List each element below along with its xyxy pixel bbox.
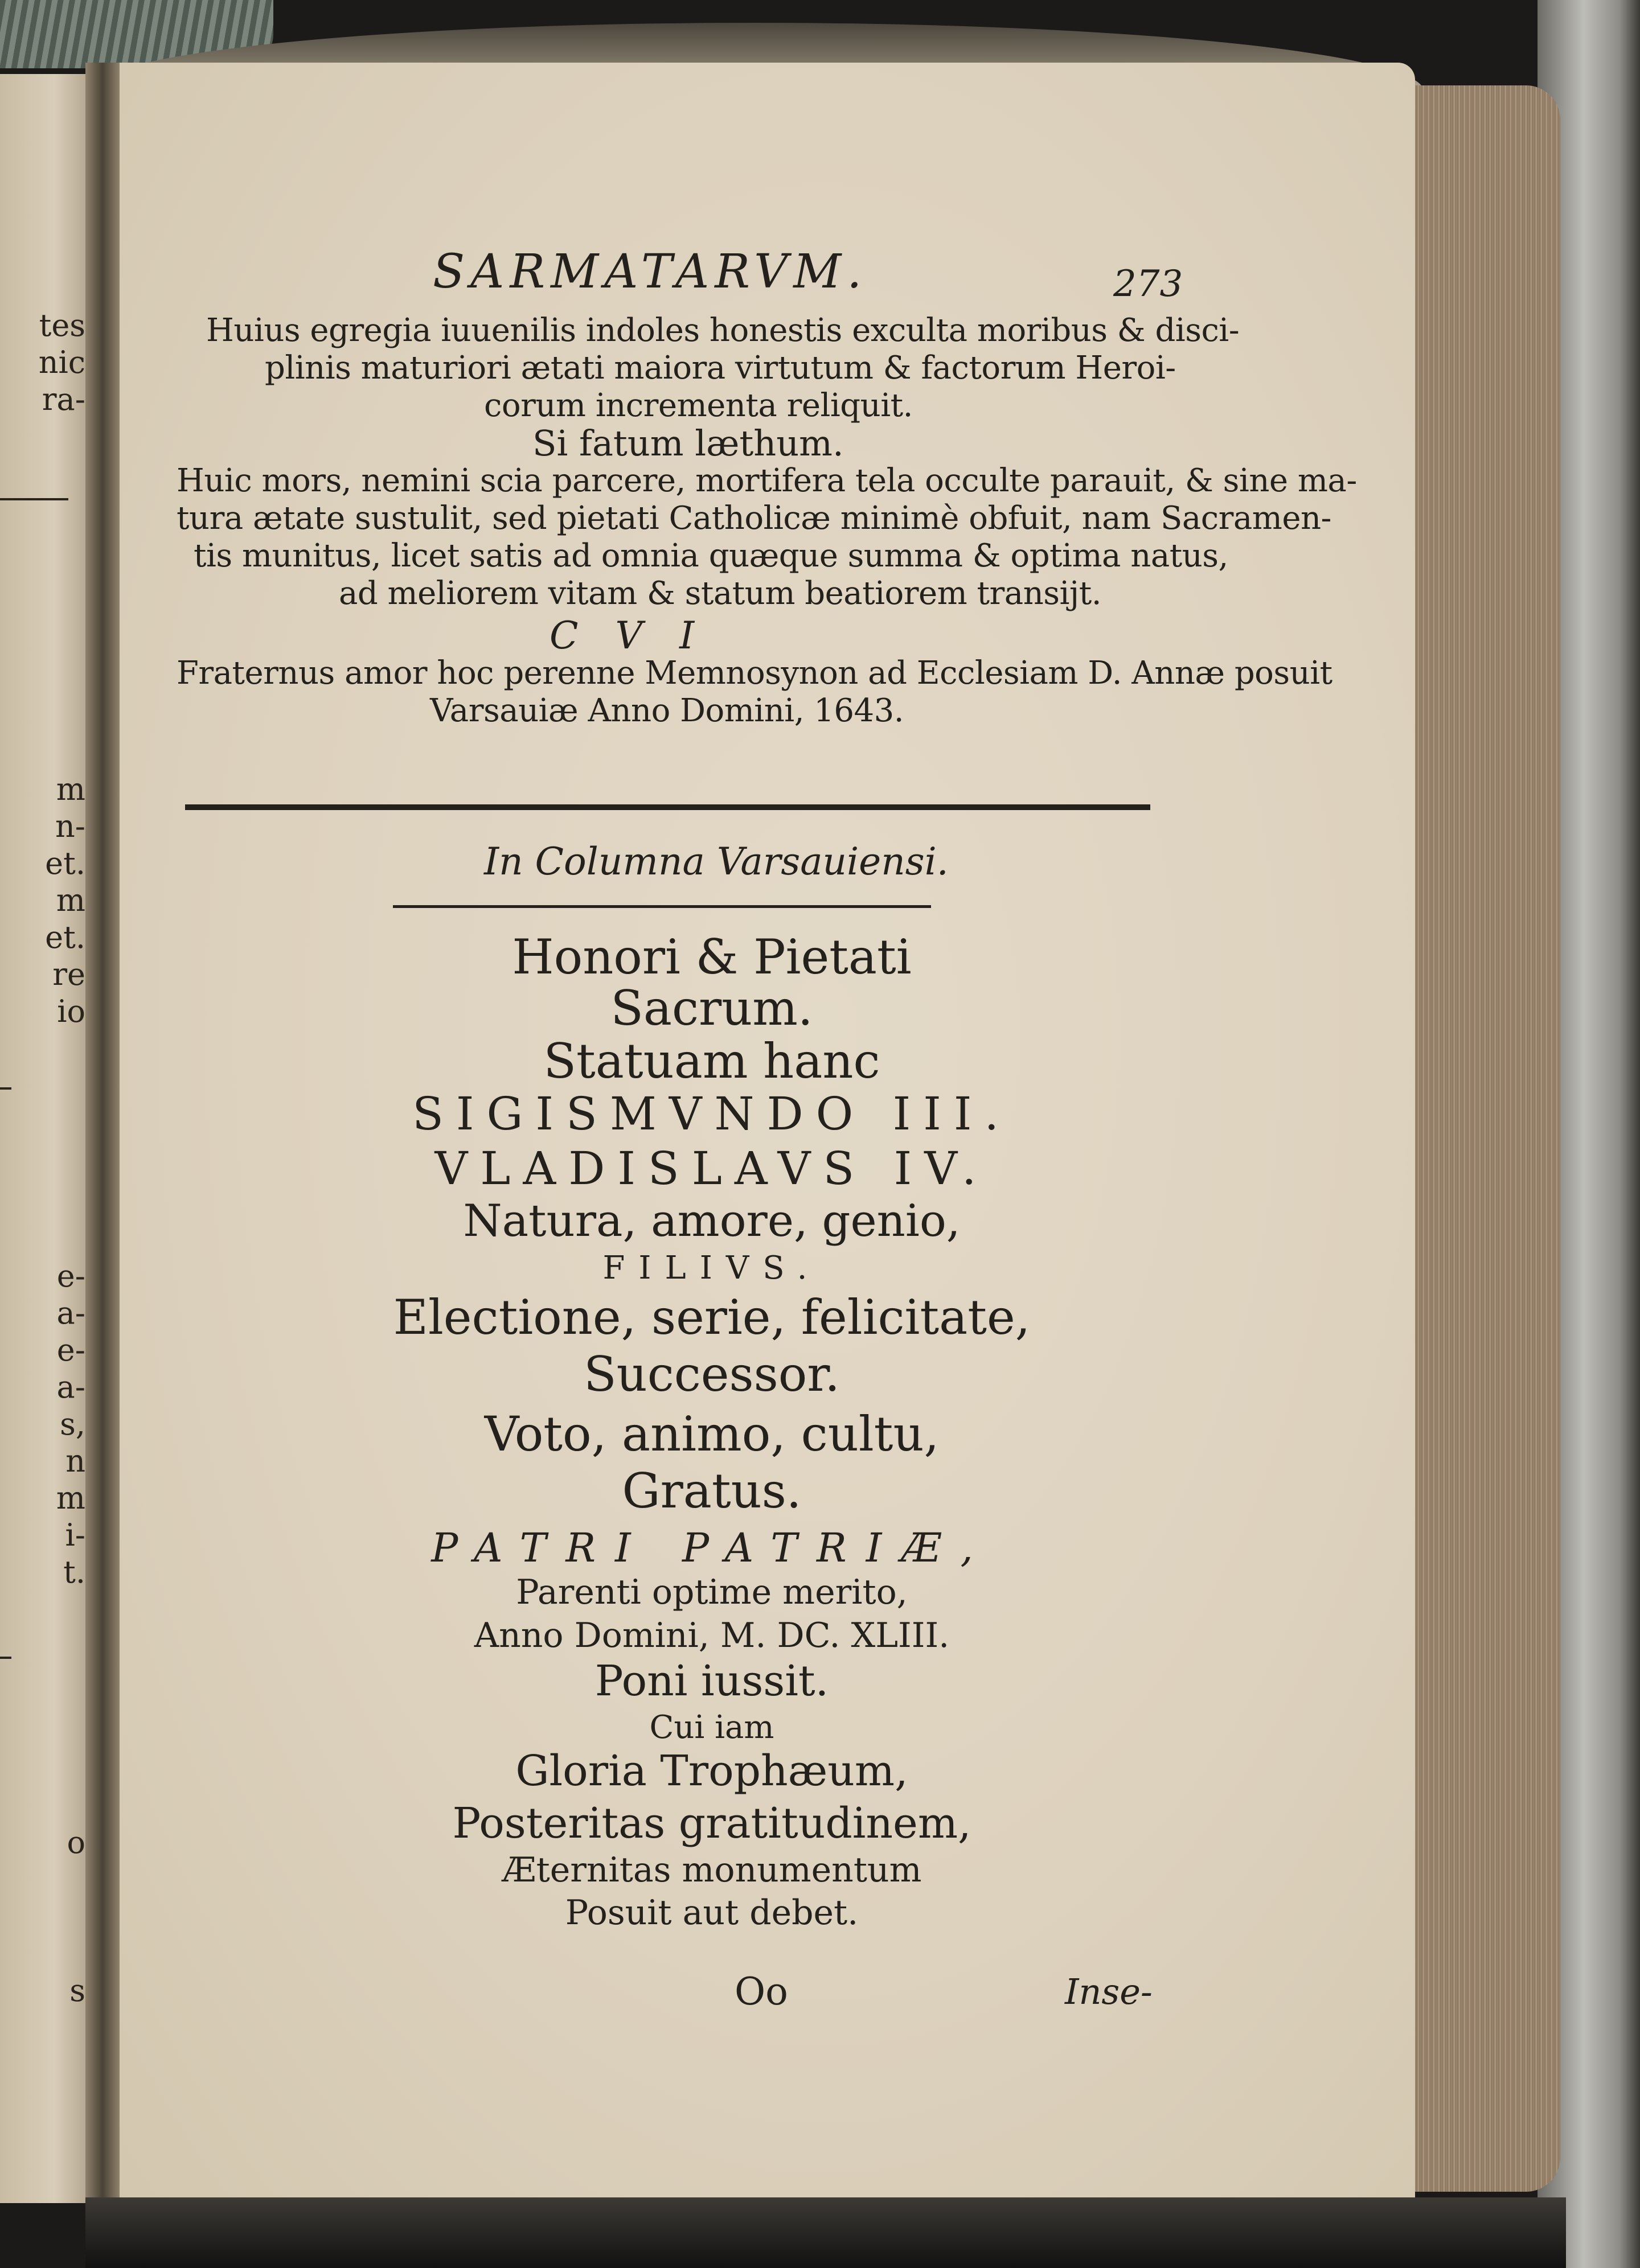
book-gutter (85, 63, 120, 2220)
section-rule (185, 804, 1150, 810)
inscription-line: SIGISMVNDO III. (412, 1087, 1011, 1140)
left-fragment: nic (38, 344, 85, 380)
left-fragment: n- (55, 808, 85, 844)
section-title: In Columna Varsauiensi. (484, 840, 949, 884)
left-fragment: io (57, 993, 85, 1029)
book-bottom (85, 2197, 1566, 2268)
inscription-line: Parenti optime merito, (516, 1572, 908, 1612)
left-fragment: s, (60, 1406, 85, 1442)
inscription-line: Statuam hanc (543, 1033, 880, 1089)
left-rule (0, 1657, 11, 1659)
text-line: corum incrementa reliquit. (484, 387, 913, 424)
inscription-line: Natura, amore, genio, (463, 1195, 961, 1247)
inscription-line: Cui iam (649, 1709, 774, 1746)
text-line: Huic mors, nemini scia parcere, mortifera tela occulte parauit, & sine ma- (177, 462, 1357, 499)
left-fragment: m (56, 771, 85, 807)
left-fragment: e- (56, 1258, 85, 1294)
left-fragment: et. (45, 845, 85, 881)
inscription-line: Poni iussit. (594, 1657, 829, 1706)
text-line: Varsauiæ Anno Domini, 1643. (430, 692, 904, 729)
left-fragment: et. (45, 919, 85, 955)
inscription-line: Electione, serie, felicitate, (393, 1289, 1031, 1345)
left-rule (0, 1087, 11, 1090)
inscription-line: Anno Domini, M. DC. XLIII. (474, 1616, 950, 1655)
inscription-line: Successor. (584, 1346, 840, 1402)
inscription-line: Posuit aut debet. (565, 1893, 859, 1933)
title-underline (393, 905, 931, 908)
text-line: Fraternus amor hoc perenne Memnosynon ad Ecclesiam D. Annæ posuit (177, 655, 1332, 692)
inscription-line: Sacrum. (610, 980, 813, 1036)
inscription-line: FILIVS. (602, 1250, 821, 1287)
inscription-line: Posteritas gratitudinem, (452, 1799, 971, 1848)
left-fragment: e- (56, 1332, 85, 1368)
left-fragment: s (69, 1973, 85, 2008)
text-line: tura ætate sustulit, sed pietati Catholicæ minimè obfuit, nam Sacramen- (177, 500, 1331, 537)
left-fragment: re (52, 956, 85, 992)
inscription-line: Gloria Trophæum, (515, 1747, 908, 1796)
subheading: C V I (550, 614, 707, 658)
inscription-line: Voto, animo, cultu, (484, 1406, 940, 1462)
inscription-line: Gratus. (622, 1463, 802, 1519)
inscription-line: PATRI PATRIÆ, (431, 1525, 993, 1571)
signature-mark: Oo (735, 1970, 788, 2014)
subheading: Si fatum læthum. (532, 422, 844, 464)
left-fragment: o (67, 1825, 85, 1860)
left-fragment: ra- (42, 381, 85, 417)
left-fragment: a- (56, 1295, 85, 1331)
catchword: Inse- (1065, 1971, 1153, 2012)
left-fragment: m (56, 1480, 85, 1516)
text-line: ad meliorem vitam & statum beatiorem transijt. (339, 575, 1102, 612)
text-line: tis munitus, licet satis ad omnia quæque summa & optima natus, (194, 537, 1228, 574)
left-fragment: a- (56, 1369, 85, 1405)
left-fragment: m (56, 882, 85, 918)
left-fragment: i- (65, 1517, 85, 1553)
page-fore-edge (1389, 85, 1560, 2192)
page-number: 273 (1113, 263, 1183, 305)
text-line: Huius egregia iuuenilis indoles honestis exculta moribus & disci- (206, 312, 1240, 349)
inscription-line: VLADISLAVS IV. (434, 1142, 989, 1195)
left-rule (0, 498, 68, 500)
left-fragment: tes (39, 307, 85, 343)
running-head: SARMATARVM. (433, 245, 868, 299)
text-line: plinis maturiori ætati maiora virtutum & factorum Heroi- (265, 350, 1176, 387)
inscription-line: Æternitas monumentum (502, 1850, 922, 1890)
left-fragment: n (65, 1443, 85, 1479)
inscription-line: Honori & Pietati (512, 929, 912, 985)
left-fragment: t. (63, 1554, 85, 1590)
